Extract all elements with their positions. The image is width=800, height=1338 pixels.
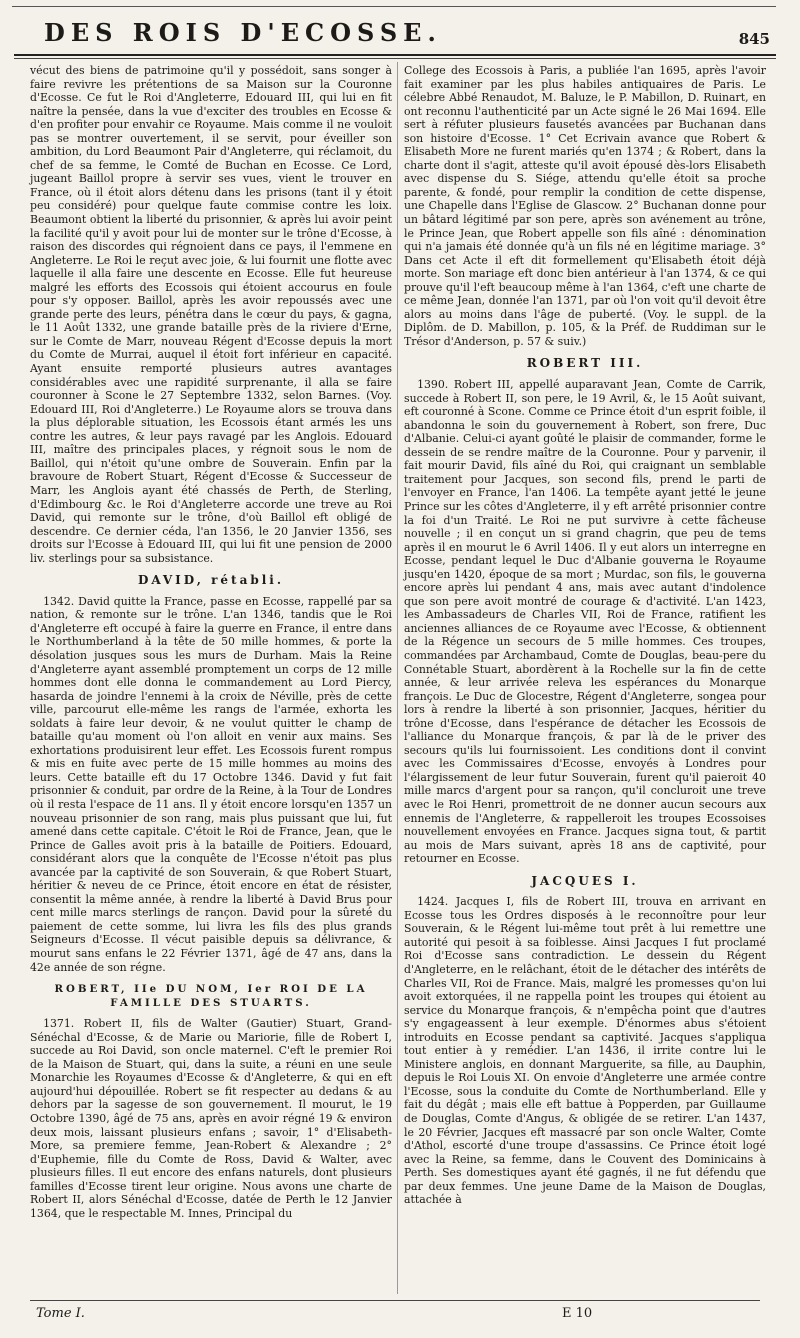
page-number: 845	[738, 30, 770, 48]
paragraph: vécut des biens de patrimoine qu'il y possédoit, sans songer à faire revivre les prétentions de sa Maison sur la Couronne d'Ecosse. Ce fut le Roi d'Angleterre, Edouard III, qui lui en fit naître la pensée, dans la vue d'exciter des troubles en Ecosse & d'en profiter pour envahir ce Royaume. Mais comme il ne vouloit pas se montrer ouvertement, il se servit, pour éveiller son ambition, du Lord Beaumont Pair d'Angleterre, qui réclamoit, du chef de sa femme, le Comté de Buchan en Ecosse. Ce Lord, jugeant Baillol propre à servir ses vues, vient le trouver en France, où il étoit alors détenu dans les prisons (tant il y étoit peu considéré) pour quelque faute commise contre les loix. Beaumont obtient la liberté du prisonnier, & après lui avoir peint la facilité qu'il y avoit pour lui de monter sur le trône d'Ecosse, à raison des discordes qui régnoient dans ce pays, il l'emmene en Angleterre. Le Roi le reçut avec joie, & lui fournit une flotte avec laquelle il alla faire une descente en Ecosse. Elle fut heureuse malgré les efforts des Ecossois qui étoient accourus en foule pour s'y opposer. Baillol, après les avoir repoussés avec une grande perte des leurs, pénétra dans le cœur du pays, & gagna, le 11 Août 1332, une grande bataille près de la riviere d'Erne, sur le Comte de Marr, nouveau Régent d'Ecosse depuis la mort du Comte de Murrai, auquel il étoit fort inférieur en capacité. Ayant ensuite remporté plusieurs autres avantages considérables avec une rapidité surprenante, il alla se faire couronner à Scone le 27 Septembre 1332, selon Barnes. (Voy. Edouard III, Roi d'Angleterre.) Le Royaume alors se trouva dans la plus déplorable situation, les Ecossois étant armés les uns contre les autres, & leur pays ravagé par les Anglois. Edouard III, maître des principales places, y régnoit sous le nom de Baillol, qui n'étoit qu'une ombre de Souverain. Enfin par la bravoure de Robert Stuart, Régent d'Ecosse & Successeur de Marr, les Anglois ayant été chassés de Perth, de Sterling, d'Edimbourg &c. le Roi d'Angleterre accorde une treve au Roi David, qui remonte sur le trône, d'où Baillol eft obligé de descendre. Ce dernier céda, l'an 1356, le 20 Janvier 1356, ses droits sur l'Ecosse à Edouard III, qui lui fit une pension de 2000 liv. sterlings pour sa subsistance.	[30, 64, 392, 565]
paragraph: 1390. Robert III, appellé auparavant Jean, Comte de Carrik, succede à Robert II, son pere, le 19 Avril, &, le 15 Août suivant, eft couronné à Scone. Comme ce Prince étoit d'un esprit foible, il abandonna le soin du gouvernement à Robert, son frere, Duc d'Albanie. Celui-ci ayant goûté le plaisir de commander, forme le dessein de se rendre maître de la Couronne. Pour y parvenir, il fait mourir David, fils aîné du Roi, qui craignant un semblable traitement pour Jacques, son second fils, prend le parti de l'envoyer en France, l'an 1406. La tempête ayant jetté le jeune Prince sur les côtes d'Angleterre, il y eft arrêté prisonnier contre la foi d'un Traité. Le Roi ne put survivre à cette fâcheuse nouvelle ; il en conçut un si grand chagrin, que peu de tems après il en mourut le 6 Avril 1406. Il y eut alors un interregne en Ecosse, pendant lequel le Duc d'Albanie gouverna le Royaume jusqu'en 1420, époque de sa mort ; Murdac, son fils, le gouverna encore après lui pendant 4 ans, mais avec autant d'indolence que son pere avoit montré de courage & d'activité. L'an 1423, les Ambassadeurs de Charles VII, Roi de France, ratifient les anciennes alliances de ce Royaume avec l'Ecosse, & obtiennent de la Régence un secours de 5 mille hommes. Ces troupes, commandées par Archambaud, Comte de Douglas, beau-pere du Connétable Stuart, abordèrent à la Rochelle sur la fin de cette année, & leur arrivée releva les espérances du Monarque françois. Le Duc de Glocestre, Régent d'Angleterre, songea pour lors à rendre la liberté à son prisonnier, Jacques, héritier du trône d'Ecosse, dans l'espérance de détacher les Ecossois de l'alliance du Monarque françois, & par là de le priver des secours qu'ils lui fournissoient. Les conditions dont il convint avec les Commissaires d'Ecosse, envoyés à Londres pour l'élargissement de leur futur Souverain, furent qu'il paieroit 40 mille marcs d'argent pour sa rançon, qu'il concluroit une treve avec le Roi Henri, promettroit de ne donner aucun secours aux ennemis de l'Angleterre, & rappelleroit les troupes Ecossoises nouvellement envoyées en France. Jacques signa tout, & partit au mois de Mars suivant, après 18 ans de captivité, pour retourner en Ecosse.	[404, 378, 766, 866]
column-divider	[397, 62, 398, 1294]
section-heading: ROBERT, IIe DU NOM, Ier ROI DE LA FAMILLE DES STUARTS.	[54, 983, 368, 1009]
right-column	[404, 64, 766, 1207]
volume-label: Tome I.	[36, 1306, 85, 1321]
signature-mark: E 10	[562, 1306, 593, 1321]
header-rule	[14, 54, 776, 56]
left-column	[30, 64, 392, 1220]
top-border	[12, 6, 776, 7]
footer-rule	[30, 1300, 760, 1301]
section-heading: DAVID, rétabli.	[137, 573, 285, 588]
running-title: DES ROIS D'ECOSSE.	[44, 18, 442, 47]
paragraph: 1342. David quitte la France, passe en Ecosse, rappellé par sa nation, & remonte sur le trône. L'an 1346, tandis que le Roi d'Angleterre eft occupé à faire la guerre en France, il entre dans le Northumberland à la tête de 50 mille hommes, & porte la désolation jusques sous les murs de Durham. Mais la Reine d'Angleterre ayant assemblé promptement un corps de 12 mille hommes dont elle donna le commandement au Lord Piercy, hasarda de joindre l'ennemi à la croix de Néville, près de cette ville, parcourut elle-même les rangs de l'armée, exhorta les soldats à faire leur devoir, & ne voulut quitter le champ de bataille qu'au moment où l'on alloit en venir aux mains. Ses exhortations produisirent leur effet. Les Ecossois furent rompus & mis en fuite avec perte de 15 mille hommes au moins des leurs. Cette bataille eft du 17 Octobre 1346. David y fut fait prisonnier & conduit, par ordre de la Reine, à la Tour de Londres où il resta l'espace de 11 ans. Il y étoit encore lorsqu'en 1357 un nouveau prisonnier de son rang, mais plus puissant que lui, fut amené dans cette capitale. C'étoit le Roi de France, Jean, que le Prince de Galles avoit pris à la bataille de Poitiers. Edouard, considérant alors que la conquête de l'Ecosse n'étoit pas plus avancée par la captivité de son Souverain, & que Robert Stuart, héritier & neveu de ce Prince, étoit encore en état de résister, consentit la même année, à rendre la liberté à David Brus pour cent mille marcs sterlings de rançon. David pour la sûreté du paiement de cette somme, lui livra les fils des plus grands Seigneurs d'Ecosse. Il vécut paisible depuis sa délivrance, & mourut sans enfans le 22 Février 1371, âgé de 47 ans, dans la 42e année de son régne.	[30, 594, 392, 974]
paragraph: 1424. Jacques I, fils de Robert III, trouva en arrivant en Ecosse tous les Ordres disposés à le reconnoître pour leur Souverain, & le Régent lui-même tout prêt à lui remettre une autorité qui pesoit à sa foiblesse. Ainsi Jacques I fut proclamé Roi d'Ecosse sans contradiction. Le dessein du Régent d'Angleterre, en le relâchant, étoit de le détacher des intérêts de Charles VII, Roi de France. Mais, malgré les promesses qu'on lui avoit extorquées, il ne rappella point les troupes qui étoient au service du Monarque françois, & n'empêcha point que d'autres s'y engageassent à leur exemple. D'énormes abus s'étoient introduits en Ecosse pendant sa captivité. Jacques s'appliqua tout entier à y remédier. L'an 1436, il irrite contre lui le Ministere anglois, en donnant Marguerite, sa fille, au Dauphin, depuis le Roi Louis XI. On envoie d'Angleterre une armée contre l'Ecosse, sous la conduite du Comte de Northumberland. Elle y fait du dégât ; mais elle eft battue à Popperden, par Guillaume de Douglas, Comte d'Angus, & obligée de se retirer. L'an 1437, le 20 Février, Jacques eft massacré par son oncle Walter, Comte d'Athol, escorté d'une troupe d'assassins. Ce Prince étoit logé avec la Reine, sa femme, dans le Couvent des Dominicains à Perth. Ses domestiques ayant été gagnés, il ne fut défendu que par deux femmes. Une jeune Dame de la Maison de Douglas, attachée à	[404, 895, 766, 1207]
section-heading: JACQUES I.	[531, 873, 639, 888]
paragraph: 1371. Robert II, fils de Walter (Gautier) Stuart, Grand-Sénéchal d'Ecosse, & de Marie ou Mariorie, fille de Robert I, succede au Roi David, son oncle maternel. C'eft le premier Roi de la Maison de Stuart, qui, dans la suite, a réuni en une seule Monarchie les Royaumes d'Ecosse & d'Angleterre, & qui en eft aujourd'hui dépouillée. Robert se fit respecter au dedans & au dehors par la sagesse de son gouvernement. Il mourut, le 19 Octobre 1390, âgé de 75 ans, après en avoir régné 19 & environ deux mois, laissant plusieurs enfans ; savoir, 1° d'Elisabeth-More, sa premiere femme, Jean-Robert & Alexandre ; 2° d'Euphemie, fille du Comte de Ross, David & Walter, avec plusieurs filles. Il eut encore des enfans naturels, dont plusieurs familles d'Ecosse tirent leur origine. Nous avons une charte de Robert II, alors Sénéchal d'Ecosse, datée de Perth le 12 Janvier 1364, que le respectable M. Innes, Principal du	[30, 1017, 392, 1220]
paragraph: College des Ecossois à Paris, a publiée l'an 1695, après l'avoir fait examiner par les plus habiles antiquaires de Paris. Le célebre Abbé Renaudot, M. Baluze, le P. Mabillon, D. Ruinart, en ont reconnu l'authenticité par un Acte signé le 26 Mai 1694. Elle sert à réfuter plusieurs fausetés avancées par Buchanan dans son histoire d'Ecosse. 1° Cet Ecrivain avance que Robert & Elisabeth More ne furent mariés qu'en 1374 ; & Robert, dans la charte dont il s'agit, atteste qu'il avoit épousé dès-lors Elisabeth avec dispense du S. Siége, attendu qu'elle étoit sa proche parente, & fondé, pour remplir la condition de cette dispense, une Chapelle dans l'Eglise de Glascow. 2° Buchanan donne pour un bâtard légitimé par son pere, après son avénement au trône, le Prince Jean, que Robert appelle son fils aîné : dénomination qui n'a jamais été donnée qu'à un fils né en légitime mariage. 3° Dans cet Acte il eft dit formellement qu'Elisabeth étoit déjà morte. Son mariage eft donc bien antérieur à l'an 1374, & ce qui prouve qu'il l'eft beaucoup même à l'an 1364, c'eft une charte de ce même Jean, donnée l'an 1371, par où l'on voit qu'il devoit être alors au moins dans l'âge de puberté. (Voy. le suppl. de la Diplôm. de D. Mabillon, p. 105, & la Préf. de Ruddiman sur le Trésor d'Anderson, p. 57 & suiv.)	[404, 64, 766, 348]
page-header	[14, 18, 776, 52]
section-heading: ROBERT III.	[526, 356, 644, 371]
header-rule-thin	[14, 58, 776, 59]
